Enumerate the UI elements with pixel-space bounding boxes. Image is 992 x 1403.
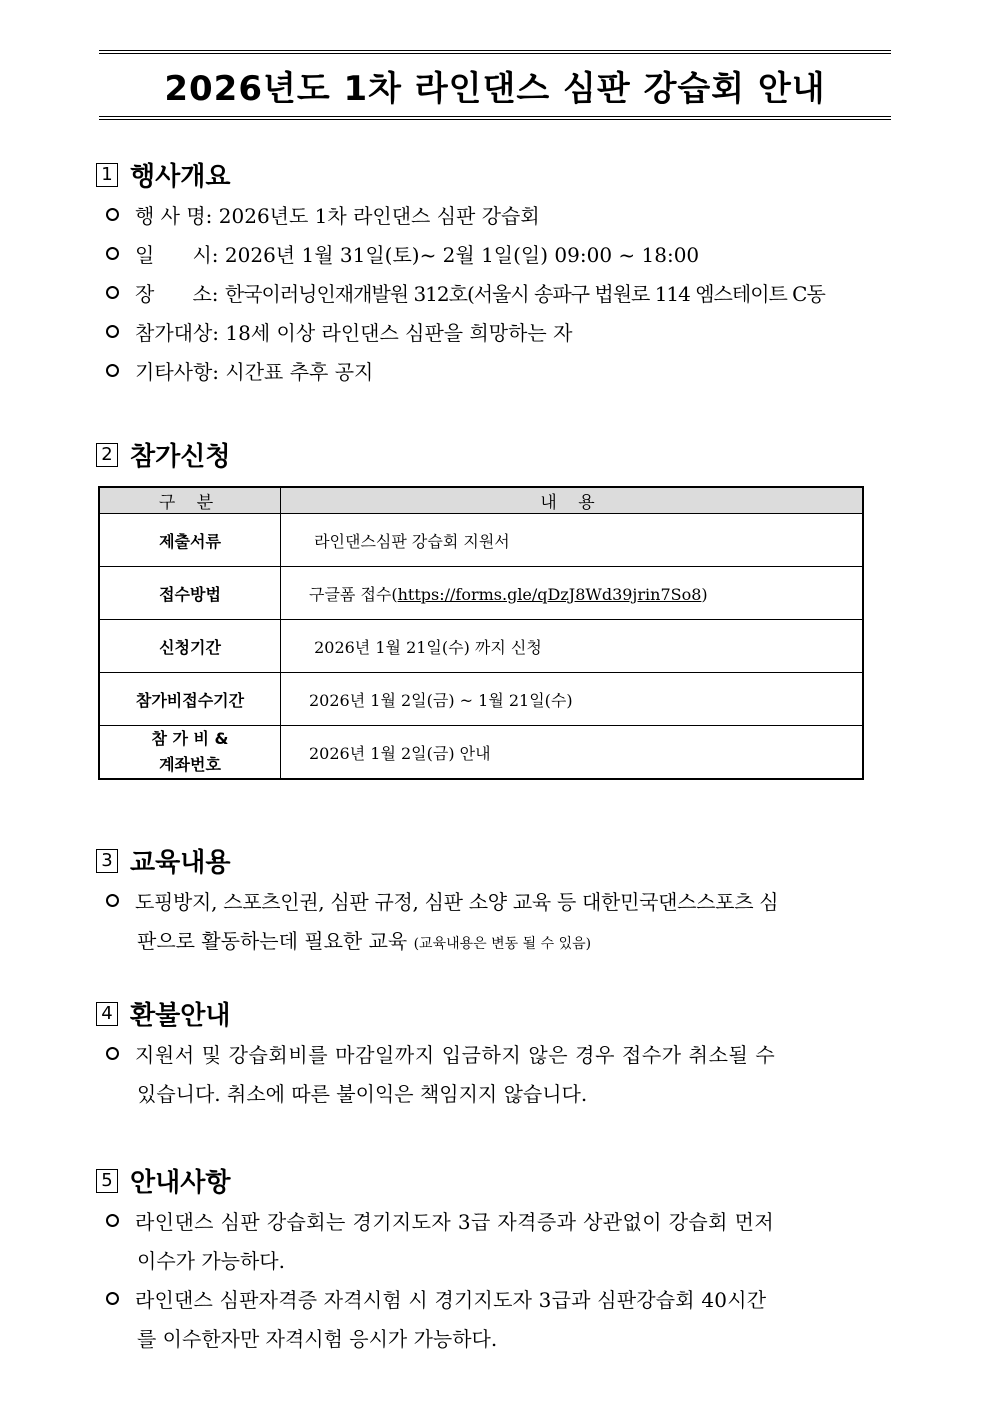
page-title: 2026년도 1차 라인댄스 심판 강습회 안내 <box>164 68 826 109</box>
table-header-row <box>99 487 863 514</box>
overview-label: 행 사 명: <box>135 204 213 228</box>
application-table <box>98 486 864 780</box>
notice-line2: 이수가 가능하다. <box>137 1249 285 1273</box>
circle-bullet-icon <box>106 364 119 377</box>
section-heading-notices <box>96 1162 230 1199</box>
overview-label: 참가대상: <box>135 321 220 345</box>
circle-bullet-icon <box>106 286 119 299</box>
row-value: 라인댄스심판 강습회 지원서 <box>281 514 864 567</box>
section-heading-education <box>96 842 230 879</box>
section-heading-overview <box>96 156 230 193</box>
overview-item-date <box>106 239 699 268</box>
row-label: 제출서류 <box>99 514 281 567</box>
section-heading-refund <box>96 995 230 1032</box>
circle-bullet-icon <box>106 208 119 221</box>
row-label-line2: 계좌번호 <box>159 755 221 774</box>
table-row <box>99 673 863 726</box>
overview-item-venue <box>106 278 825 307</box>
overview-item-other <box>106 356 373 385</box>
notice-item <box>106 1284 766 1313</box>
section-number: 5 <box>96 1169 118 1193</box>
row-label: 접수방법 <box>99 567 281 620</box>
section-number: 1 <box>96 163 118 187</box>
notice-line1: 라인댄스 심판자격증 자격시험 시 경기지도자 3급과 심판강습회 40시간 <box>135 1288 767 1312</box>
section-title: 환불안내 <box>130 1001 231 1031</box>
value-prefix: 구글폼 접수( <box>309 584 398 604</box>
row-value <box>281 567 864 620</box>
circle-bullet-icon <box>106 247 119 260</box>
google-form-link[interactable]: https://forms.gle/qDzJ8Wd39jrin7So8 <box>397 584 702 604</box>
section-title: 행사개요 <box>130 162 231 192</box>
overview-item-event-name <box>106 200 540 229</box>
section-title: 안내사항 <box>130 1168 231 1198</box>
row-label-line1: 참 가 비 & <box>151 729 229 748</box>
value-suffix: ) <box>701 584 708 604</box>
overview-value: 2026년도 1차 라인댄스 심판 강습회 <box>218 204 540 228</box>
overview-label: 일 시: <box>135 243 219 267</box>
row-label: 신청기간 <box>99 620 281 673</box>
section-title: 교육내용 <box>130 848 231 878</box>
refund-line2: 있습니다. 취소에 따른 불이익은 책임지지 않습니다. <box>137 1082 588 1106</box>
section-number: 3 <box>96 849 118 873</box>
refund-item <box>106 1039 775 1068</box>
table-row <box>99 514 863 567</box>
education-item <box>106 886 778 915</box>
circle-bullet-icon <box>106 1047 119 1060</box>
overview-label: 장 소: <box>135 282 219 306</box>
notice-line2: 를 이수한자만 자격시험 응시가 가능하다. <box>137 1327 498 1351</box>
overview-item-target <box>106 317 572 346</box>
row-value: 2026년 1월 2일(금) ~ 1월 21일(수) <box>281 673 864 726</box>
overview-value: 한국이러닝인재개발원 312호(서울시 송파구 법원로 114 엠스테이트 C동 <box>224 282 825 306</box>
section-heading-application <box>96 436 230 473</box>
row-value: 2026년 1월 2일(금) 안내 <box>281 726 864 780</box>
circle-bullet-icon <box>106 894 119 907</box>
overview-value: 18세 이상 라인댄스 심판을 희망하는 자 <box>225 321 573 345</box>
education-note: (교육내용은 변동 될 수 있음) <box>413 936 592 952</box>
overview-label: 기타사항: <box>135 360 220 384</box>
section-title: 참가신청 <box>130 442 231 472</box>
header-content: 내 용 <box>281 487 864 514</box>
circle-bullet-icon <box>106 325 119 338</box>
notice-item <box>106 1206 774 1235</box>
header-category: 구 분 <box>99 487 281 514</box>
section-number: 4 <box>96 1002 118 1026</box>
refund-line1: 지원서 및 강습회비를 마감일까지 입금하지 않은 경우 접수가 취소될 수 <box>135 1043 776 1067</box>
section-number: 2 <box>96 443 118 467</box>
overview-value: 시간표 추후 공지 <box>225 360 374 384</box>
notice-line1: 라인댄스 심판 강습회는 경기지도자 3급 자격증과 상관없이 강습회 먼저 <box>135 1210 775 1234</box>
row-label <box>99 726 281 780</box>
circle-bullet-icon <box>106 1214 119 1227</box>
title-box <box>99 50 891 120</box>
overview-value: 2026년 1월 31일(토)~ 2월 1일(일) 09:00 ~ 18:00 <box>224 243 700 267</box>
education-line2: 판으로 활동하는데 필요한 교육 <box>137 929 408 953</box>
row-label: 참가비접수기간 <box>99 673 281 726</box>
education-line1: 도핑방지, 스포츠인권, 심판 규정, 심판 소양 교육 등 대한민국댄스스포츠 심 <box>135 890 779 914</box>
row-value: 2026년 1월 21일(수) 까지 신청 <box>281 620 864 673</box>
table-row <box>99 620 863 673</box>
table-row <box>99 567 863 620</box>
education-continuation <box>137 925 591 954</box>
circle-bullet-icon <box>106 1292 119 1305</box>
table-row <box>99 726 863 780</box>
